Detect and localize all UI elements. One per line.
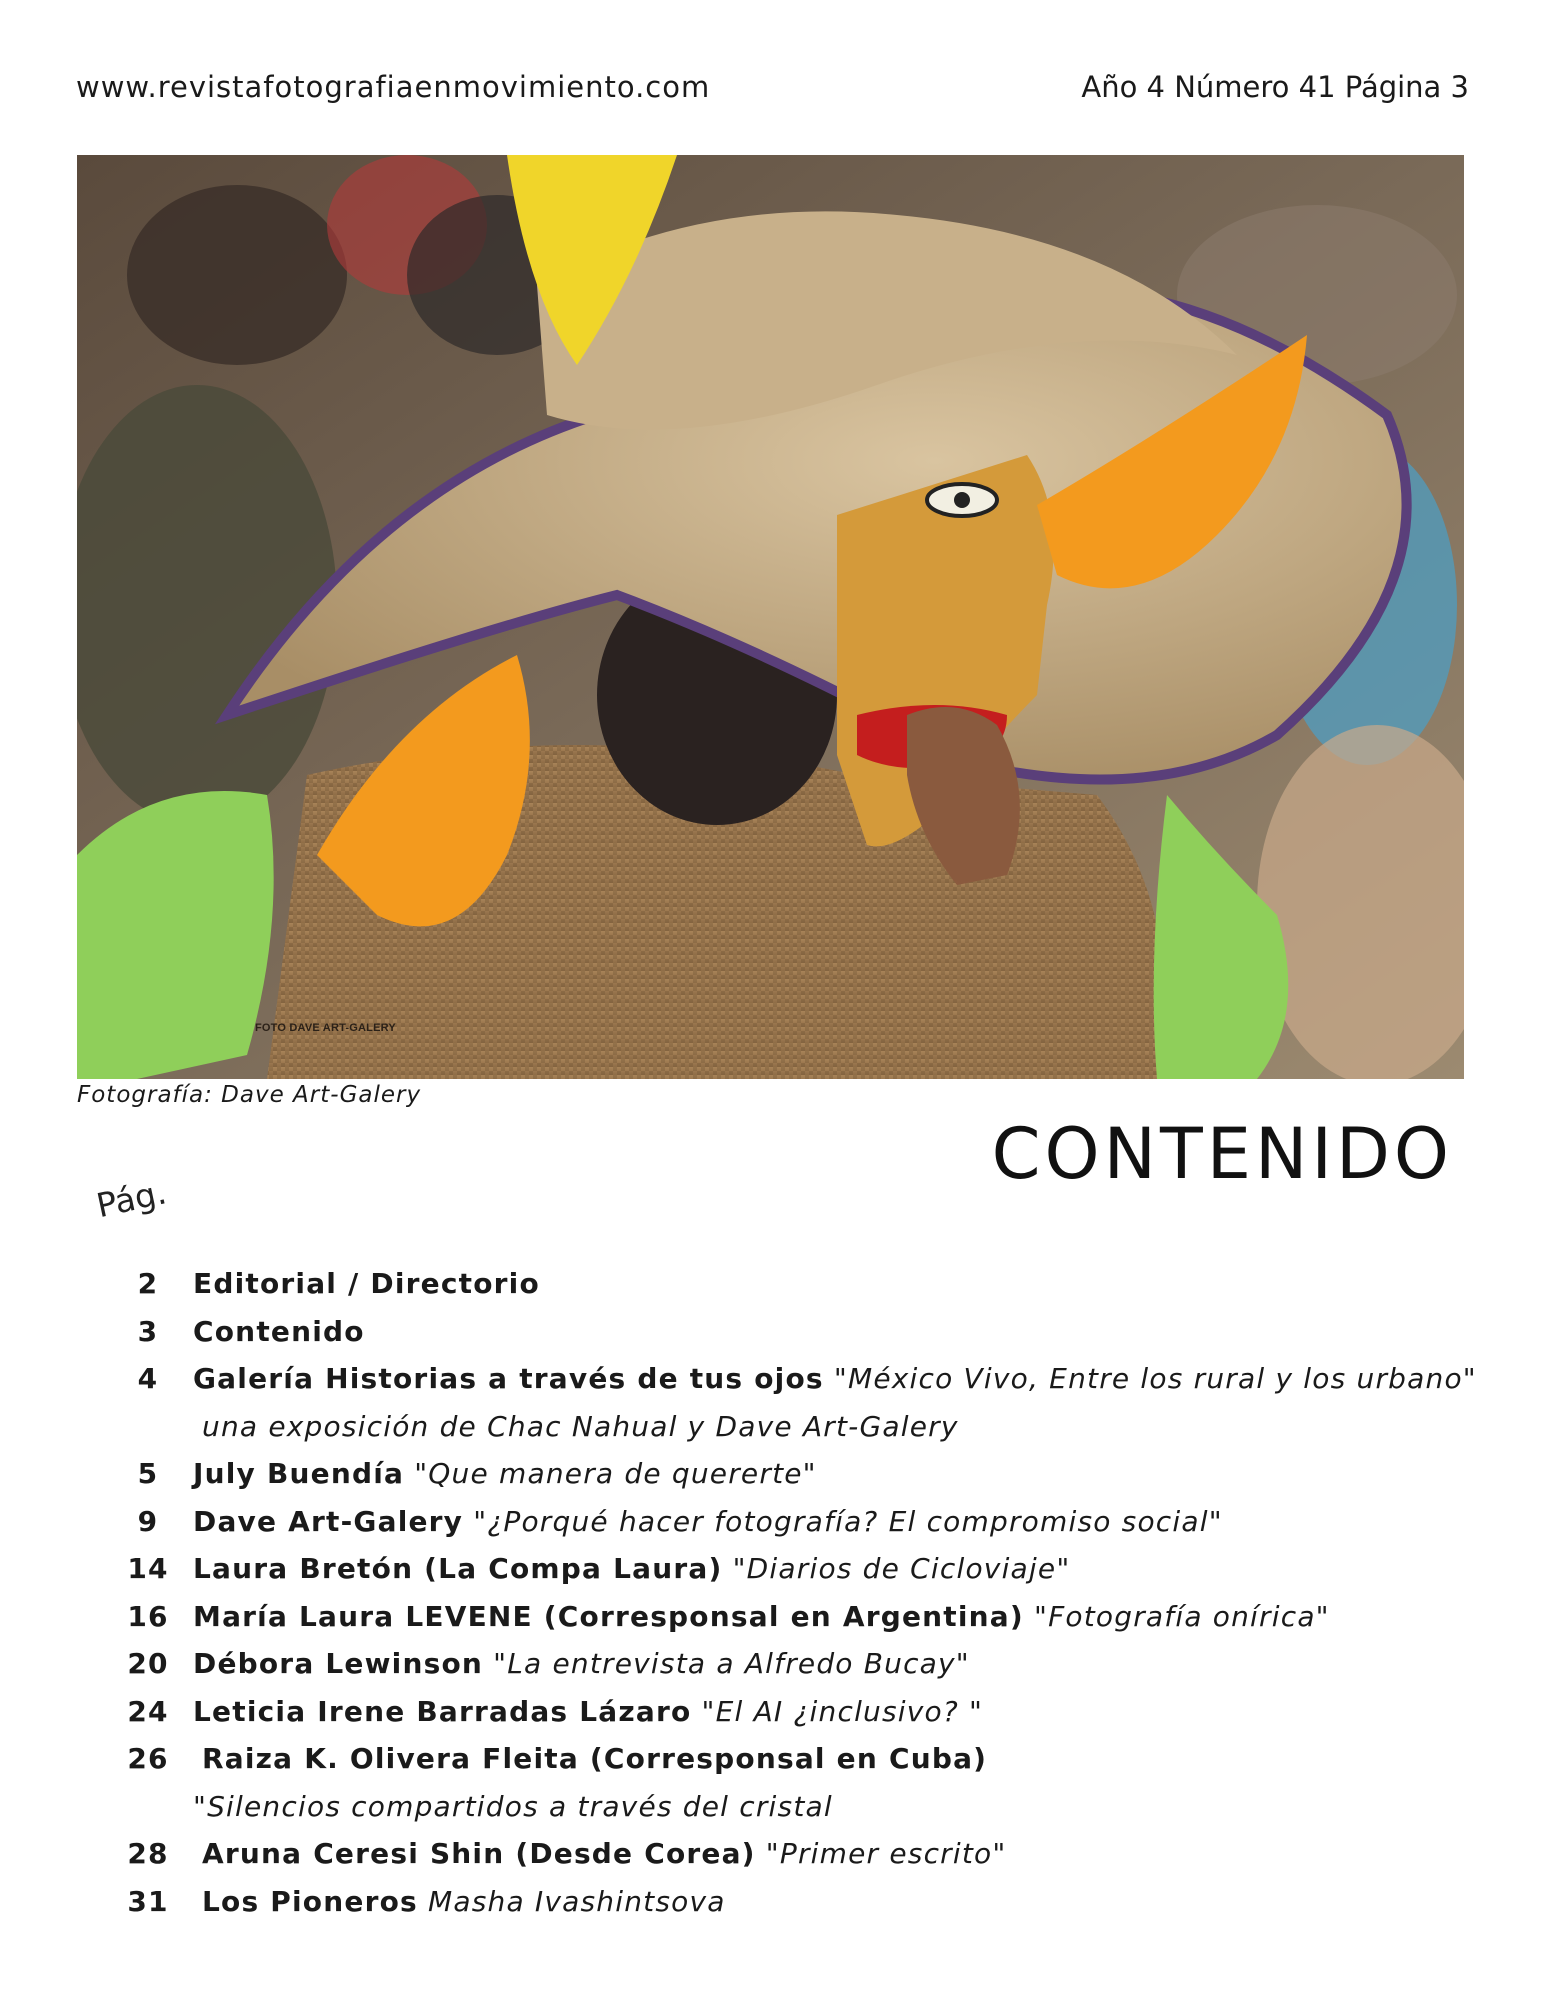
toc-title: Contenido [193,1314,365,1348]
toc-page-number: 26 [127,1742,169,1775]
toc-title: Los Pioneros [202,1884,418,1918]
toc-row[interactable] [0,1410,1545,1458]
toc-page-number: 28 [127,1837,169,1870]
toc-row[interactable] [0,1267,1545,1315]
toc-title: Editorial / Directorio [193,1267,540,1300]
toc-subtitle: "Que manera de quererte" [414,1457,817,1490]
toc-subtitle: "México Vivo, Entre los rural y los urbano" [833,1362,1477,1395]
toc-title: Débora Lewinson [193,1647,484,1680]
toc-subtitle: "Diarios de Cicloviaje" [732,1552,1071,1585]
table-of-contents [0,1267,1545,1932]
toc-entry [202,1837,1006,1870]
toc-row[interactable] [0,1457,1545,1505]
toc-subtitle: "Fotografía onírica" [1034,1599,1330,1633]
toc-title: Aruna Ceresi Shin (Desde Corea) [202,1837,756,1870]
toc-entry [193,1695,983,1728]
toc-title: María Laura LEVENE (Corresponsal en Argentina) [193,1599,1024,1633]
toc-row[interactable] [0,1742,1545,1790]
toc-entry [193,1790,833,1823]
toc-page-number: 14 [127,1552,169,1585]
toc-subtitle: Masha Ivashintsova [428,1884,726,1918]
photo-caption: Fotografía: Dave Art-Galery [77,1082,422,1108]
toc-row[interactable] [0,1315,1545,1363]
site-url[interactable]: www.revistafotografiaenmovimiento.com [76,70,711,104]
toc-entry [193,1505,1223,1538]
toc-entry [193,1362,1477,1395]
toc-page-number: 16 [127,1599,169,1633]
toc-entry [193,1457,817,1490]
toc-row[interactable] [0,1885,1545,1933]
toc-title: Leticia Irene Barradas Lázaro [193,1694,692,1728]
page-column-label: Pág. [93,1172,170,1226]
toc-row[interactable] [0,1362,1545,1410]
toc-page-number: 2 [137,1267,159,1300]
cover-photo [77,155,1464,1079]
toc-subtitle: "Primer escrito" [765,1837,1007,1870]
toc-page-number: 5 [137,1457,159,1490]
toc-title: Laura Bretón (La Compa Laura) [193,1552,723,1585]
toc-title: Raiza K. Olivera Fleita (Corresponsal en Cuba) [202,1742,988,1775]
toc-subtitle: "La entrevista a Alfredo Bucay" [493,1647,970,1680]
toc-page-number: 31 [127,1884,169,1918]
toc-page-number: 20 [127,1647,169,1680]
issue-info: Año 4 Número 41 Página 3 [1081,70,1469,104]
toc-entry [193,1600,1330,1633]
toc-entry [202,1410,959,1443]
toc-entry [193,1552,1070,1585]
toc-row[interactable] [0,1647,1545,1695]
toc-subtitle: "Silencios compartidos a través del cristal [193,1789,833,1823]
toc-title: Dave Art-Galery [193,1504,464,1538]
toc-entry [193,1315,365,1348]
toc-entry [193,1647,970,1680]
toc-row[interactable] [0,1505,1545,1553]
toc-row[interactable] [0,1837,1545,1885]
toc-page-number: 3 [137,1314,159,1348]
toc-subtitle: "¿Porqué hacer fotografía? El compromiso social" [473,1504,1223,1538]
toc-entry [202,1742,987,1775]
toc-page-number: 24 [127,1694,169,1728]
page-title: CONTENIDO [991,1113,1453,1195]
toc-page-number: 4 [137,1362,159,1395]
toc-row[interactable] [0,1790,1545,1838]
toc-entry [193,1267,540,1300]
toc-title: July Buendía [193,1457,405,1490]
toc-row[interactable] [0,1552,1545,1600]
toc-row[interactable] [0,1600,1545,1648]
toc-subtitle: una exposición de Chac Nahual y Dave Art-Galery [202,1409,959,1443]
photo-watermark: FOTO DAVE ART-GALERY [255,1022,396,1034]
toc-entry [202,1885,726,1918]
toc-row[interactable] [0,1695,1545,1743]
toc-subtitle: "El AI ¿inclusivo? " [701,1694,984,1728]
toc-title: Galería Historias a través de tus ojos [193,1362,824,1395]
toc-page-number: 9 [137,1504,159,1538]
